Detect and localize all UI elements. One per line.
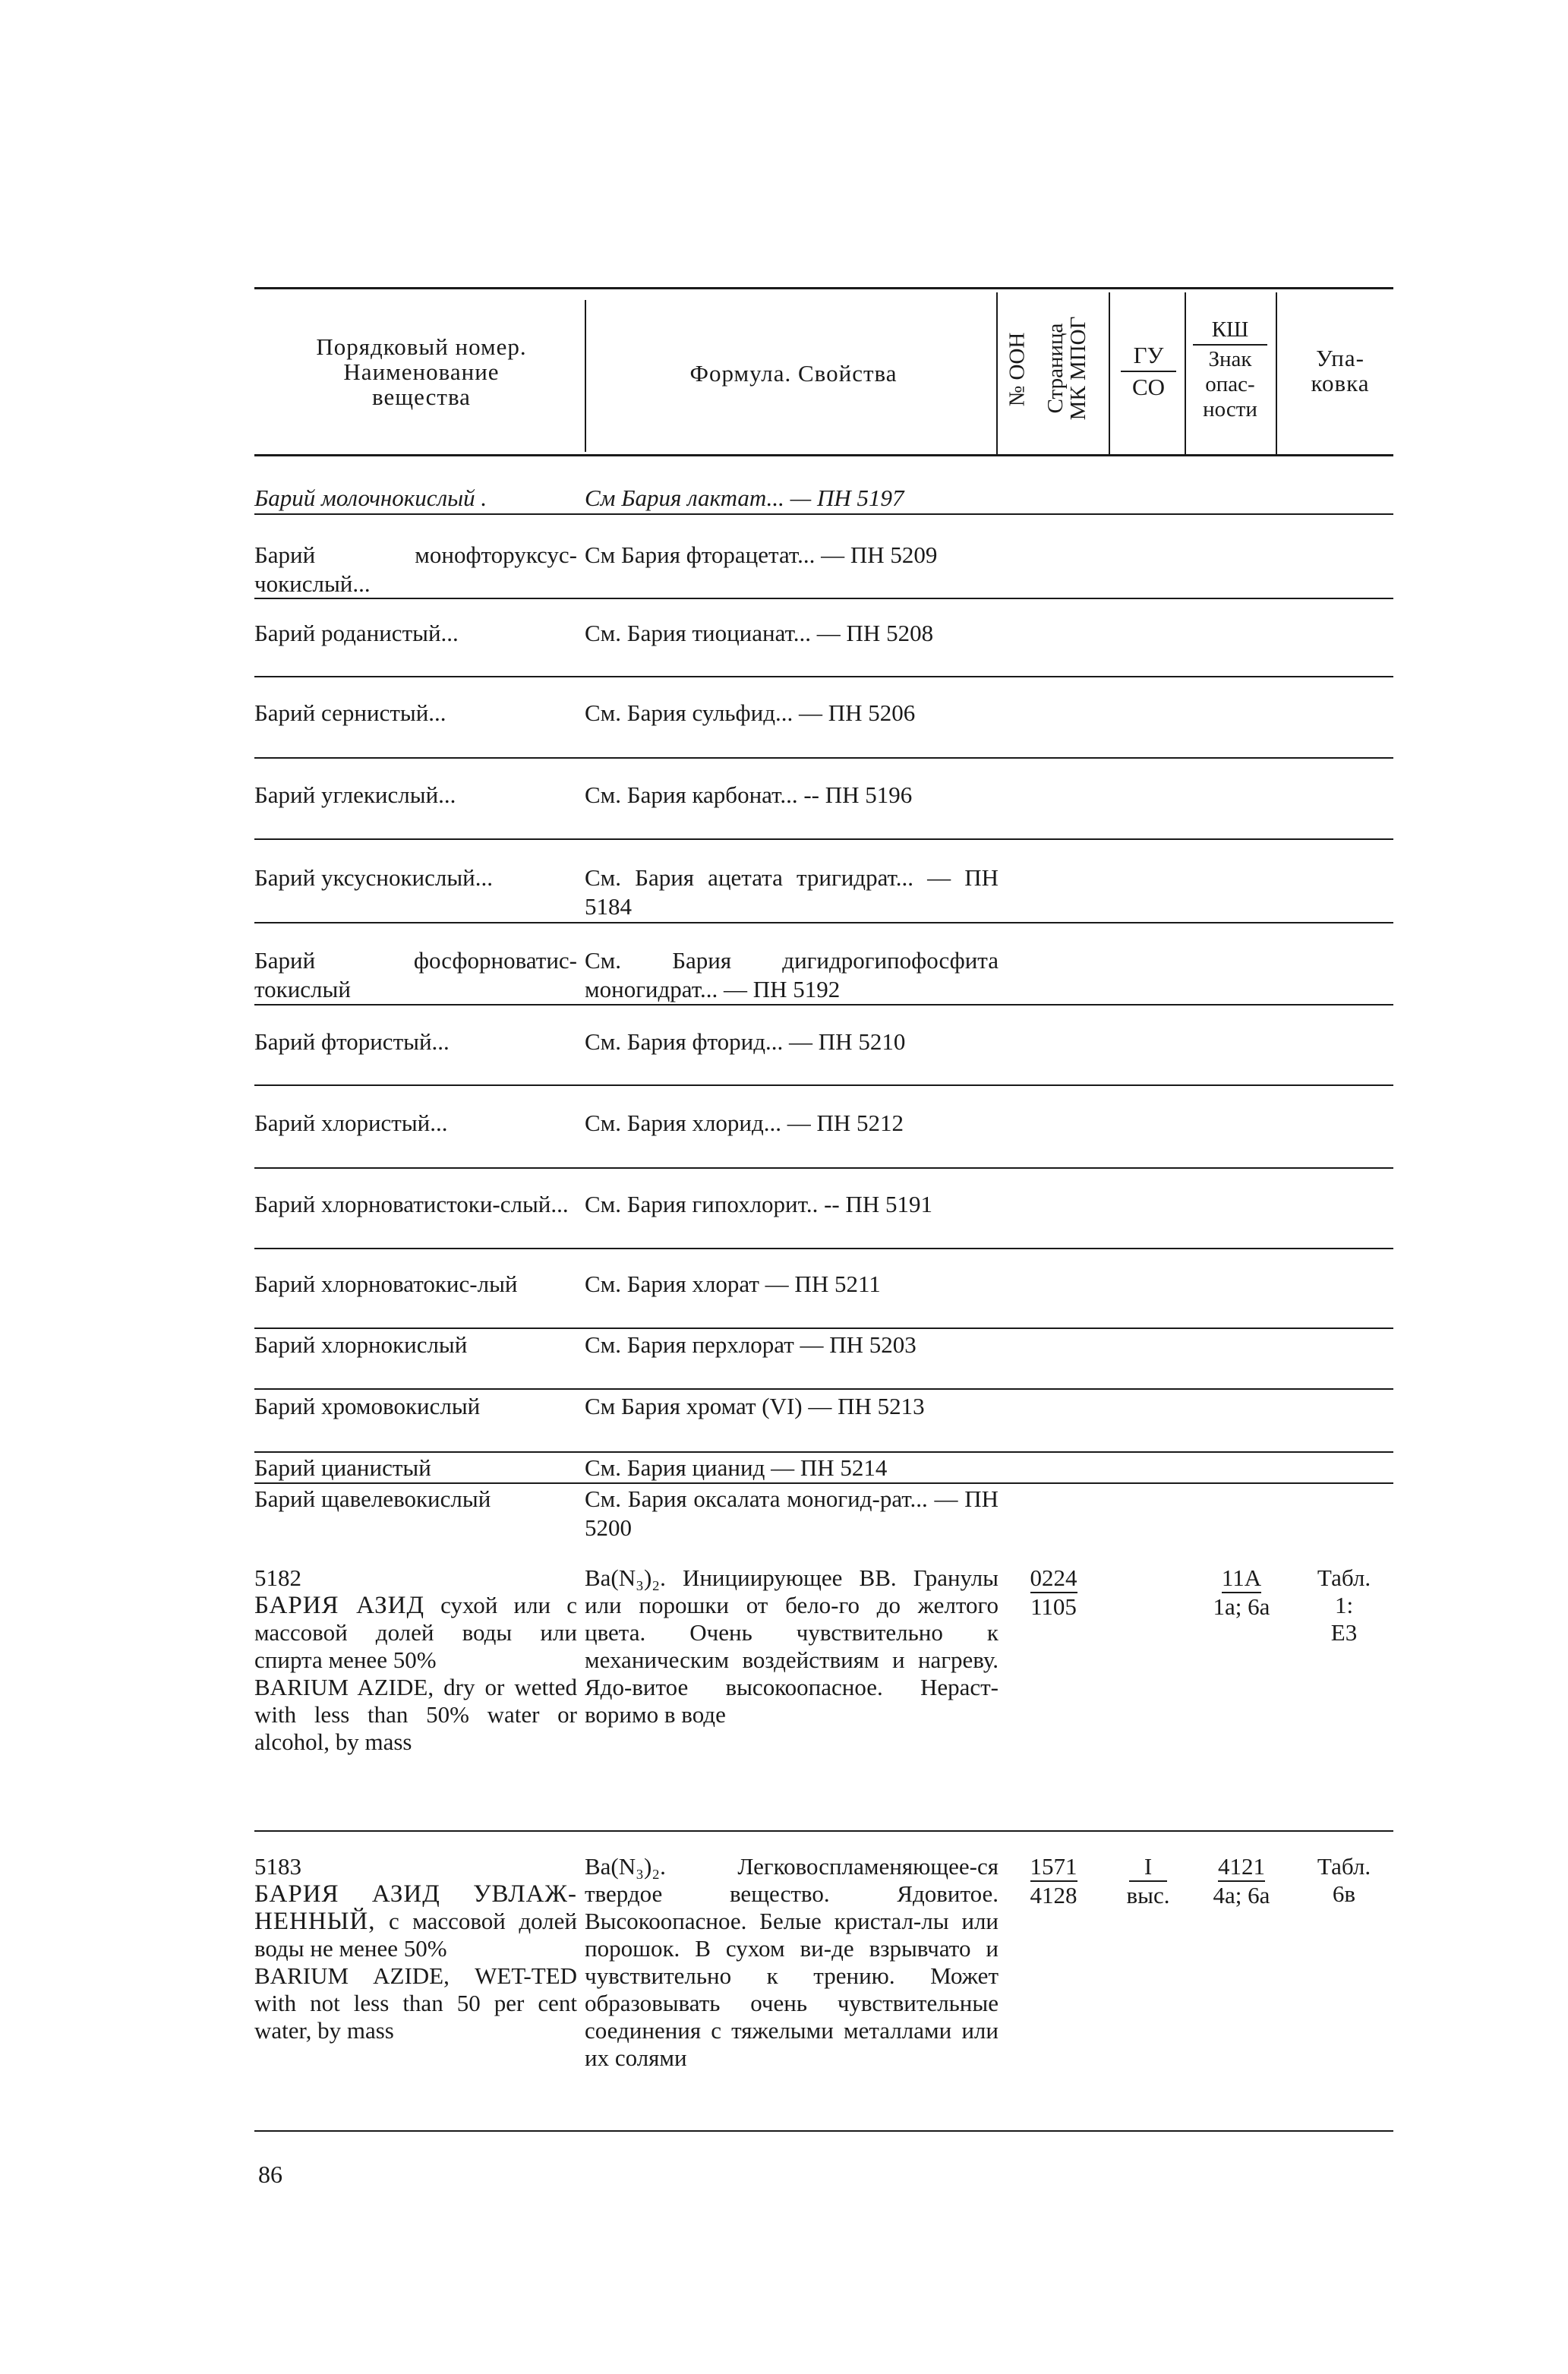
entry-name-ru: БАРИЯ АЗИД УВЛАЖ-НЕННЫЙ, [254, 1880, 577, 1935]
ref-name: Барий монофторуксус-чокислый... [254, 541, 577, 597]
ref-desc: См. Бария фторид... — ПН 5210 [585, 1028, 906, 1055]
entry-ksh: 4121 4а; 6а [1188, 1853, 1295, 1909]
header-bottom-rule [254, 454, 1393, 456]
header-col-page: Страница МК МПОГ [1043, 316, 1090, 421]
entry-formula: Ba(N₃)₂. [585, 1853, 666, 1880]
ref-name: Барий цианистый [254, 1454, 431, 1481]
entry-un-number: 0224 1105 [1002, 1564, 1105, 1621]
entry-desc [585, 1564, 999, 1728]
entry-name-ru-rest: сухой или с массовой долей воды или спирта менее 50% [254, 1592, 578, 1673]
entry-name [254, 1853, 577, 2044]
row-rule [254, 598, 1393, 599]
entry-name [254, 1564, 577, 1756]
entry-co: выс. [1126, 1882, 1170, 1908]
entry-number: 5182 [254, 1564, 301, 1591]
row-rule [254, 1482, 1393, 1484]
ref-desc: См Бария хромат (VI) — ПН 5213 [585, 1393, 925, 1419]
header-col-packaging: Упа- ковка [1311, 345, 1370, 396]
ref-name: Барий хлорноватистоки-слый... [254, 1191, 569, 1217]
ref-desc: См Бария лактат... — ПН 5197 [585, 485, 904, 511]
entry-formula: Ba(N₃)₂. [585, 1564, 666, 1591]
entry-name-en: BARIUM AZIDE, WET-TED with not less than 50 per cent water, by mass [254, 1962, 577, 2044]
header-sep-2 [996, 292, 998, 454]
ref-desc: См. Бария сульфид... — ПН 5206 [585, 699, 916, 726]
ref-name: Барий хлорноватокис-лый [254, 1271, 518, 1297]
ref-name: Барий фосфорноватис-токислый [254, 947, 577, 1002]
header-sep-5 [1276, 292, 1277, 454]
ref-name: Барий молочнокислый . [254, 485, 487, 511]
row-rule [254, 1004, 1393, 1005]
ref-name: Барий хлорнокислый [254, 1331, 468, 1358]
entry-desc [585, 1853, 999, 2072]
row-rule [254, 838, 1393, 840]
row-rule [254, 757, 1393, 759]
ref-name: Барий уксуснокислый... [254, 864, 494, 891]
ref-desc: См. Бария ацетата тригидрат... — ПН 5184 [585, 864, 999, 920]
header-col-formula: Формула. Свойства [689, 360, 898, 387]
header-top-rule [254, 287, 1393, 289]
ref-desc: См. Бария хлорат — ПН 5211 [585, 1271, 881, 1297]
header-col-un-number: № ООН [1005, 332, 1030, 407]
header-sep-3 [1109, 292, 1110, 454]
header-sep-1 [585, 300, 586, 452]
ref-name: Барий щавелевокислый [254, 1485, 491, 1512]
ref-desc: См. Бария дигидрогипофосфита моногидрат... — ПН 5192 [585, 947, 999, 1002]
entry-sign: 4а; 6а [1213, 1882, 1270, 1908]
ref-name: Барий хромовокислый [254, 1393, 481, 1419]
header-sep-4 [1185, 292, 1186, 454]
ref-name: Барий фтористый... [254, 1028, 450, 1055]
header-col-name: Порядковый номер. Наименование вещества [316, 333, 527, 410]
entry-separator [254, 1830, 1393, 1832]
header-col-gu-co: ГУ СО [1116, 342, 1181, 401]
entry-sign: 1а; 6а [1213, 1593, 1270, 1620]
entry-gu-co: I выс. [1110, 1853, 1186, 1909]
entry-properties: Легковоспламеняющее-ся твердое вещество. Ядовитое. Высокоопасное. Белые кристал-лы или порошок. В сухом ви-де взрывчато и чувствительно к трению. Может образовывать очень чувствительные соединения с тяжелыми металлами или их солями [585, 1853, 999, 2071]
header-col-ksh-sign: КШ Знак опас- ности [1188, 317, 1272, 422]
entry-page: 4128 [1030, 1882, 1077, 1908]
ref-desc: См Бария фторацетат... — ПН 5209 [585, 541, 938, 568]
ref-name: Барий роданистый... [254, 620, 459, 646]
row-rule [254, 1248, 1393, 1249]
entry-properties: Инициирующее ВВ. Гранулы или порошки от бело-го до желтого цвета. Очень чувствительно к механическим воздействиям и нагреву. Ядо-витое высокоопасное. Нераст-воримо в воде [585, 1564, 999, 1728]
row-rule [254, 676, 1393, 677]
bottom-rule [254, 2130, 1393, 2132]
row-rule [254, 1167, 1393, 1169]
row-rule [254, 1084, 1393, 1086]
entry-name-ru: БАРИЯ АЗИД [254, 1592, 425, 1619]
ref-desc: См. Бария хлорид... — ПН 5212 [585, 1110, 904, 1136]
entry-name-en: BARIUM AZIDE, dry or wetted with less than 50% water or alcohol, by mass [254, 1674, 577, 1755]
ref-name: Барий сернистый... [254, 699, 446, 726]
ref-desc: См. Бария перхлорат — ПН 5203 [585, 1331, 917, 1358]
row-rule [254, 1388, 1393, 1390]
row-rule [254, 513, 1393, 515]
entry-packaging: Табл. 1: Е3 [1317, 1564, 1371, 1646]
ref-name: Барий углекислый... [254, 781, 456, 808]
page-number: 86 [258, 2161, 282, 2188]
entry-number: 5183 [254, 1853, 301, 1880]
ref-name: Барий хлористый... [254, 1110, 448, 1136]
row-rule [254, 922, 1393, 923]
entry-un-number: 1571 4128 [1002, 1853, 1105, 1909]
entry-ksh: 11А 1а; 6а [1188, 1564, 1295, 1621]
entry-name-ru-rest: с массовой долей воды не менее 50% [254, 1908, 578, 1962]
ref-desc: См. Бария цианид — ПН 5214 [585, 1454, 888, 1481]
row-rule [254, 1327, 1393, 1329]
row-rule [254, 1451, 1393, 1453]
ref-desc: См. Бария тиоцианат... — ПН 5208 [585, 620, 934, 646]
entry-packaging: Табл. 6в [1317, 1853, 1371, 1907]
ref-desc: См. Бария карбонат... -- ПН 5196 [585, 781, 913, 808]
ref-desc: См. Бария гипохлорит.. -- ПН 5191 [585, 1191, 933, 1217]
entry-page: 1105 [1030, 1593, 1077, 1620]
ref-desc: См. Бария оксалата моногид-рат... — ПН 5200 [585, 1485, 999, 1541]
